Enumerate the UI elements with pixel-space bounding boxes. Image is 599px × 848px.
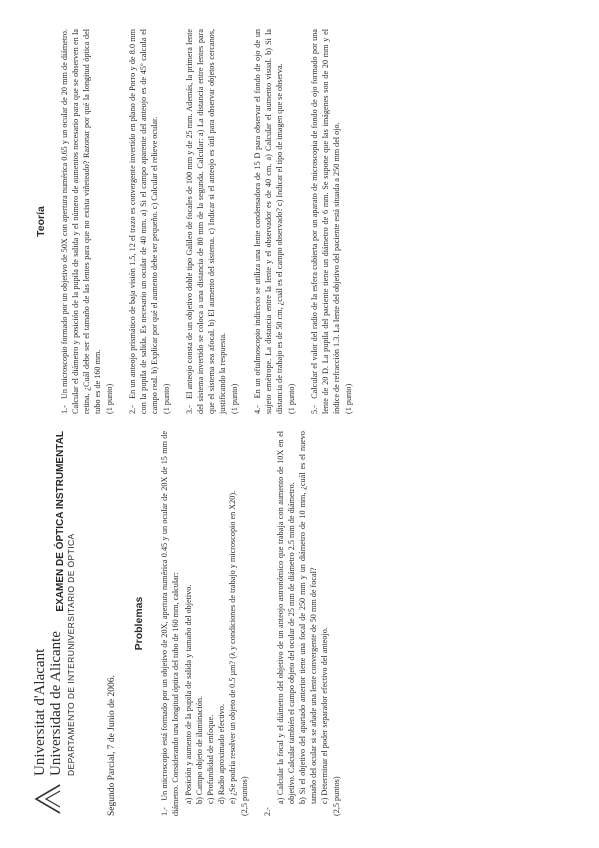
left-column <box>15 431 585 816</box>
theory-item <box>252 29 297 414</box>
theory-statement: Un microscopio formado por un objetivo de 50X con apertura numérica 0.65 y un ocular de 20 mm de diámetro. Calcular el diámetro y posición de la pupila de salida y el número de aumentos necesario para que se observen en la retina. ¿Cuál debe ser el tamaño de las lentes para que no exista viñeteado? Razonar por qué la longitud óptica del tubo es de 160 mm. <box>59 28 102 414</box>
theory-statement: El anteojo consta de un objetivo doble tipo Galileo de focales de 100 mm y de 25 mm. Además, la primera lente del sistema invertido se coloca a una distancia de 80 mm de la segunda. Calcular: a) La distancia entre lentes para que el sistema sea afocal. b) El aumento del sistema. c) Indicar si el anteojo es útil para observar objetos cercanos, justificando la respuesta. <box>184 28 227 414</box>
theory-item <box>59 29 115 414</box>
theory-statement: Calcular el valor del radio de la esfera cubierta por un aparato de microscopia de fondo de ojo formado por una lente de 20 D. La pupila del paciente tiene un diámetro de 6 mm. Se supone que las imágenes son de 20 mm y el índice de refracción 1.3. La lente del objetivo del paciente está situada a 250 mm del ojo. <box>309 29 341 414</box>
problem-parts <box>183 431 238 816</box>
rotated-exam-page <box>15 14 585 834</box>
theory-points: (1 punto) <box>286 383 296 414</box>
problems-list <box>159 431 354 816</box>
university-logo-row <box>33 431 76 816</box>
problems-section-title: Problemas <box>132 596 145 651</box>
problem-part: a) Posición y aumento de la pupila de salida y tamaño del objetivo. <box>183 584 193 804</box>
theory-number: 4.- <box>252 405 262 414</box>
exam-title: EXAMEN DE ÓPTICA INSTRUMENTAL <box>54 431 66 612</box>
theory-number: 3.- <box>184 405 194 414</box>
problem-part: e) ¿Se podría resolver un objeto de 0.5 µm? (λ y condiciones de trabajo y microscopio en X20). <box>227 490 237 804</box>
page-header <box>31 431 145 816</box>
theory-statement: En un anteojo prismático de baja visión 1.5, 12 el trazo es convergente invertido en plano de Porro y de 8.0 mm con la pupila de salida. Es necesario un ocular de 40 mm. a) Si el campo aparente del anteojo es de 45º calcula el campo real. b) Explicar por qué el aumento debe ser pequeño. c) Calcular el relieve ocular. <box>127 28 159 414</box>
theory-list <box>59 29 366 414</box>
problem-part: b) Si el objetivo del apartado anterior tiene una focal de 250 mm y un diámetro de 10 mm, ¿cuál es el nuevo tamaño del ocular si se añade una lente convergente de 50 mm de focal? <box>297 431 318 804</box>
problem-item <box>159 431 250 816</box>
problem-points: (2,5 puntos) <box>239 776 249 816</box>
right-column <box>15 29 585 414</box>
problem-part: a) Calcular la focal y el diámetro del objetivo de un anteojo astronómico que trabaja con aumento de 10X en el objetivo. Calcular también el campo objeto del ocular de 25 mm de diámetro 2.5 mm de diámetro. <box>275 431 296 804</box>
theory-points: (1 punto) <box>229 383 239 414</box>
problem-part: b) Campo objeto de iluminación. <box>194 695 204 804</box>
problem-number: 2.- <box>262 807 272 816</box>
problem-part: c) Determinar el poder separador efectivo del anteojo. <box>319 627 329 804</box>
problem-number: 1.- <box>159 807 169 816</box>
problem-item <box>262 431 342 816</box>
theory-number: 1.- <box>59 405 69 414</box>
theory-statement: En un oftalmoscopio indirecto se utiliza una lente condensadora de 15 D para observar el fondo de ojo de un sujeto emétrope. La distancia entre la lente y el observador es de 40 cm. a) Calcular el aumento visual. b) Si la distancia de trabajo es de 50 cm, ¿cuál es el campo observado? c) Indicar el tipo de imagen que se observa. <box>252 28 284 414</box>
theory-section-title: Teoría <box>34 206 47 237</box>
exam-date: Segundo Parcial, 7 de Junio de 2006. <box>106 675 117 816</box>
university-name-valencian: Universitat d'Alacant <box>31 648 48 776</box>
university-name-spanish: Universidad de Alicante <box>47 631 64 776</box>
theory-item <box>127 29 172 414</box>
theory-number: 5.- <box>309 405 319 414</box>
problem-statement: Un microscopio está formado por un objetivo de 20X, apertura numérica 0.45 y un ocular de 20X de 15 mm de diámetro. Considerando una longitud óptica del tubo de 160 mm, calcular: <box>159 431 180 816</box>
theory-points: (1 punto) <box>343 383 353 414</box>
university-names <box>33 533 76 776</box>
problem-part: d) Radio aproximado efectivo. <box>216 703 226 804</box>
problem-part: c) Profundidad de enfoque. <box>205 714 215 804</box>
theory-item <box>309 29 354 414</box>
problem-points: (2,5 puntos) <box>331 776 341 816</box>
theory-points: (1 punto) <box>104 383 114 414</box>
department-name: DEPARTAMENTO DE INTERUNIVERSITARIO DE ÓPTICA <box>65 533 76 776</box>
theory-number: 2.- <box>127 405 137 414</box>
theory-points: (1 punto) <box>161 383 171 414</box>
problem-parts <box>275 431 330 816</box>
theory-item <box>184 29 240 414</box>
